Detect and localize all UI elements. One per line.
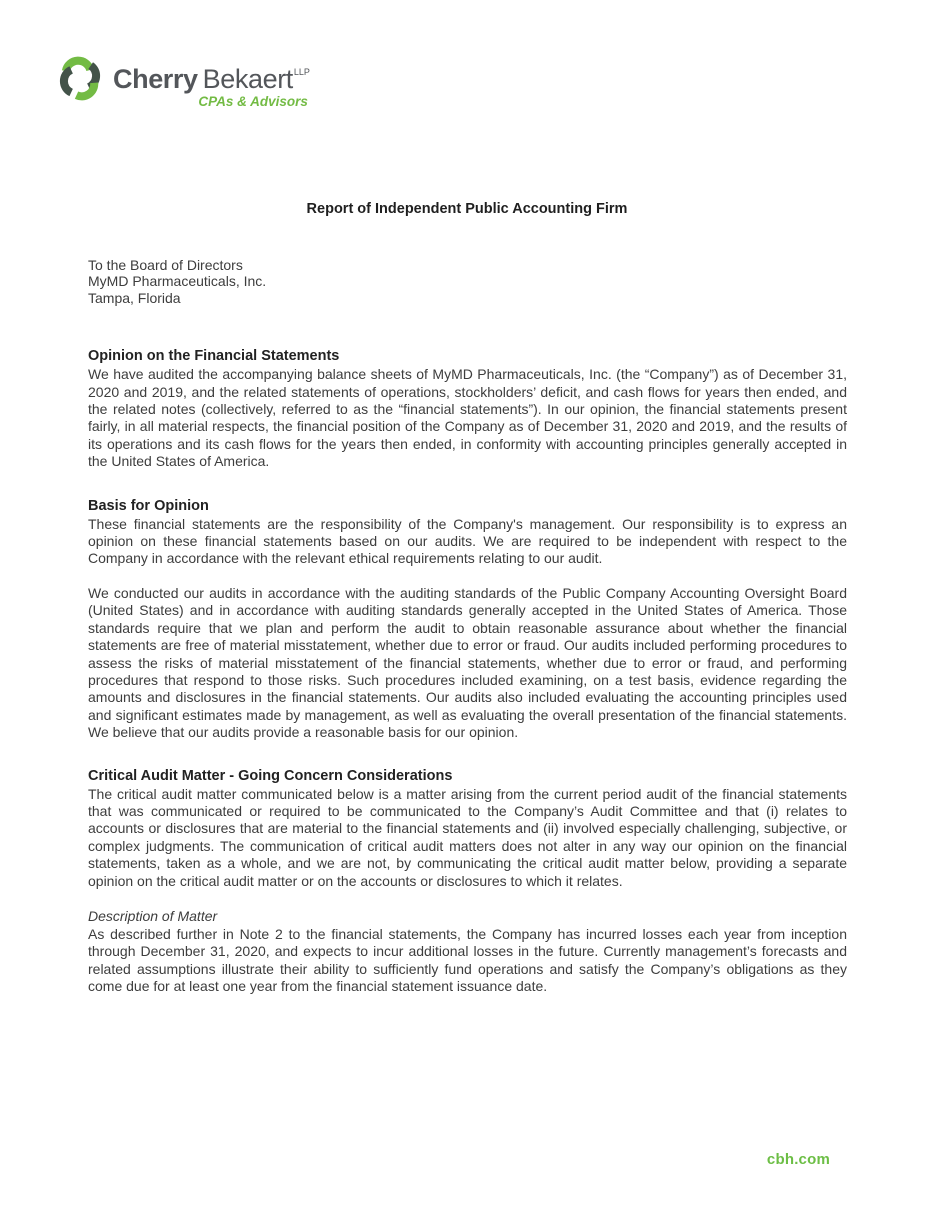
- cherry-bekaert-logo: [55, 50, 310, 109]
- document-body: [88, 257, 847, 996]
- section-heading: Description of Matter: [88, 907, 218, 924]
- addressee-line: To the Board of Directors: [88, 257, 243, 273]
- logo-tagline: CPAs & Advisors: [198, 94, 308, 109]
- section-description-of-matter: [88, 908, 847, 996]
- section-paragraph: We have audited the accompanying balance sheets of MyMD Pharmaceuticals, Inc. (the “Company”) as of December 31, 2020 and 2019, and the related statements of operations, stockholders’ deficit, and cash flows for years then ended, and the related notes (collectively, referred to as the “financial statements”). In our opinion, the financial statements present fairly, in all material respects, the financial position of the Company as of December 31, 2020 and 2019, and the results of its operations and its cash flows for the years then ended, in conformity with accounting principles generally accepted in the United States of America.: [88, 366, 847, 470]
- logo-text-block: [113, 50, 310, 109]
- page-title: Report of Independent Public Accounting Firm: [306, 201, 628, 217]
- section-heading: Basis for Opinion: [88, 497, 209, 514]
- footer-website: cbh.com: [766, 1151, 830, 1168]
- section-basis-for-opinion: [88, 498, 847, 742]
- section-heading: Opinion on the Financial Statements: [88, 348, 340, 365]
- addressee-line: Tampa, Florida: [88, 289, 181, 306]
- addressee-line: MyMD Pharmaceuticals, Inc.: [88, 273, 267, 290]
- cherry-bekaert-mark-icon: [55, 50, 105, 107]
- section-paragraph: We conducted our audits in accordance with the auditing standards of the Public Company Accounting Oversight Board (United States) and in accordance with auditing standards generally accepted in the United States of America. Those standards require that we plan and perform the audit to obtain reasonable assurance about whether the financial statements are free of material misstatement, whether due to error or fraud. Our audits included performing procedures to assess the risks of material misstatement of the financial statements, whether due to error or fraud, and performing procedures that respond to those risks. Such procedures included examining, on a test basis, evidence regarding the amounts and disclosures in the financial statements. Our audits also included evaluating the accounting principles used and significant estimates made by management, as well as evaluating the overall presentation of the financial statements. We believe that our audits provide a reasonable basis for our opinion.: [88, 584, 847, 741]
- addressee-block: [88, 257, 847, 306]
- brand-name-regular: Bekaert: [202, 64, 293, 94]
- brand-name: [113, 58, 310, 93]
- section-critical-audit-matter: [88, 768, 847, 890]
- section-opinion: [88, 348, 847, 470]
- section-paragraph: These financial statements are the responsibility of the Company's management. Our responsibility is to express an opinion on these financial statements based on our audits. We are required to be independent with respect to the Company in accordance with the relevant ethical requirements relating to our audit.: [88, 515, 847, 567]
- section-paragraph: The critical audit matter communicated below is a matter arising from the current period audit of the financial statements that was communicated or required to be communicated to the Company’s Audit Committee and that (i) relates to accounts or disclosures that are material to the financial statements and (ii) involved especially challenging, subjective, or complex judgments. The communication of critical audit matters does not alter in any way our opinion on the financial statements, taken as a whole, and we are not, by communicating the critical audit matter below, providing a separate opinion on the critical audit matter or on the accounts or disclosures to which it relates.: [88, 785, 847, 889]
- brand-llp-suffix: LLP: [293, 67, 310, 77]
- brand-name-bold: Cherry: [113, 64, 198, 94]
- section-paragraph: As described further in Note 2 to the financial statements, the Company has incurred losses each year from inception through December 31, 2020, and expects to incur additional losses in the future. Currently management’s forecasts and related assumptions illustrate their ability to sufficiently fund operations and satisfy the Company’s obligations as they come due for at least one year from the financial statement issuance date.: [88, 925, 847, 995]
- section-heading: Critical Audit Matter - Going Concern Considerations: [88, 767, 453, 784]
